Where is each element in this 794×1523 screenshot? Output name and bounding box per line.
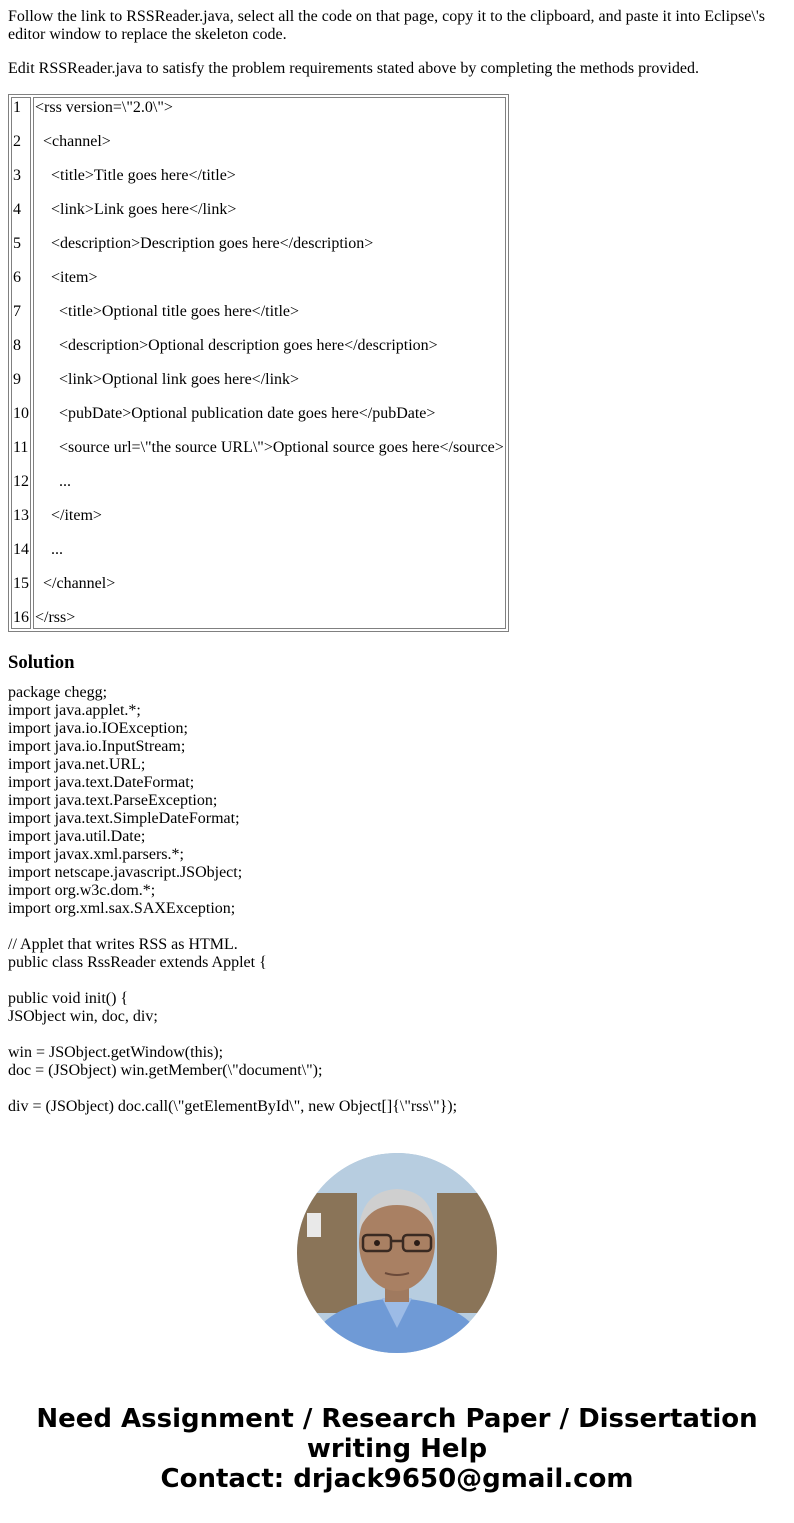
line-number: 15: [13, 575, 29, 592]
solution-line: import org.xml.sax.SAXException;: [8, 900, 236, 917]
solution-line: import javax.xml.parsers.*;: [8, 846, 184, 863]
line-number: 3: [13, 167, 21, 184]
intro-paragraph-1: Follow the link to RSSReader.java, select all the code on that page, copy it to the clipboard, and paste it into Eclipse\'s editor window to replace the skeleton code.: [8, 8, 765, 43]
solution-line: import java.util.Date;: [8, 828, 146, 845]
solution-line: import java.net.URL;: [8, 756, 146, 773]
code-line: <channel>: [35, 133, 111, 150]
code-line: <description>Description goes here</description>: [35, 235, 374, 252]
code-line: </channel>: [35, 575, 116, 592]
line-number-column: [11, 97, 31, 629]
solution-line: [8, 1080, 786, 1098]
line-number: 16: [13, 609, 29, 626]
line-number: 1: [13, 99, 21, 116]
banner-line-1: Need Assignment / Research Paper / Dissertation: [36, 1404, 758, 1434]
solution-line: import java.text.ParseException;: [8, 792, 218, 809]
line-number: 13: [13, 507, 29, 524]
solution-line: // Applet that writes RSS as HTML.: [8, 936, 238, 953]
solution-line: doc = (JSObject) win.getMember(\"document\");: [8, 1062, 323, 1079]
solution-line: public class RssReader extends Applet {: [8, 954, 267, 971]
line-number: 10: [13, 405, 29, 422]
intro-paragraph-2: Edit RSSReader.java to satisfy the problem requirements stated above by completing the methods provided.: [8, 60, 699, 77]
solution-line: win = JSObject.getWindow(this);: [8, 1044, 224, 1061]
banner-line-2: writing Help: [306, 1434, 488, 1464]
solution-line: [8, 972, 786, 990]
line-number: 7: [13, 303, 21, 320]
solution-line: public void init() {: [8, 990, 129, 1007]
code-line: ...: [35, 541, 63, 558]
code-line: </rss>: [35, 609, 76, 626]
code-line: <source url=\"the source URL\">Optional source goes here</source>: [35, 439, 504, 456]
line-number: 14: [13, 541, 29, 558]
solution-line: import java.io.InputStream;: [8, 738, 186, 755]
code-line: <link>Link goes here</link>: [35, 201, 237, 218]
solution-line: import java.applet.*;: [8, 702, 141, 719]
solution-line: import java.text.SimpleDateFormat;: [8, 810, 240, 827]
banner-contact-email: Contact: drjack9650@gmail.com: [160, 1464, 634, 1494]
solution-heading: Solution: [8, 652, 75, 673]
solution-line: import java.text.DateFormat;: [8, 774, 195, 791]
line-number: 11: [13, 439, 29, 456]
author-avatar: [297, 1153, 497, 1353]
line-number: 5: [13, 235, 21, 252]
line-number: 12: [13, 473, 29, 490]
solution-line: [8, 1026, 786, 1044]
code-line: <item>: [35, 269, 98, 286]
code-line-column: [33, 97, 506, 629]
line-number: 2: [13, 133, 21, 150]
solution-line: JSObject win, doc, div;: [8, 1008, 158, 1025]
code-line: <pubDate>Optional publication date goes here</pubDate>: [35, 405, 436, 422]
solution-line: import java.io.IOException;: [8, 720, 188, 737]
contact-banner: [0, 1404, 794, 1494]
code-line: <link>Optional link goes here</link>: [35, 371, 300, 388]
code-line: ...: [35, 473, 71, 490]
line-number: 9: [13, 371, 21, 388]
solution-line: [8, 918, 786, 936]
code-line: </item>: [35, 507, 102, 524]
code-line: <title>Title goes here</title>: [35, 167, 236, 184]
solution-line: import netscape.javascript.JSObject;: [8, 864, 243, 881]
solution-line: div = (JSObject) doc.call(\"getElementById\", new Object[]{\"rss\"});: [8, 1098, 458, 1115]
solution-line: import org.w3c.dom.*;: [8, 882, 156, 899]
line-number: 6: [13, 269, 21, 286]
code-line: <description>Optional description goes here</description>: [35, 337, 438, 354]
solution-code: [8, 684, 786, 1116]
author-portrait-image: [297, 1153, 497, 1353]
line-number: 4: [13, 201, 21, 218]
code-line: <title>Optional title goes here</title>: [35, 303, 300, 320]
line-number: 8: [13, 337, 21, 354]
rss-code-table: [8, 94, 509, 632]
solution-line: package chegg;: [8, 684, 108, 701]
code-line: <rss version=\"2.0\">: [35, 99, 173, 116]
